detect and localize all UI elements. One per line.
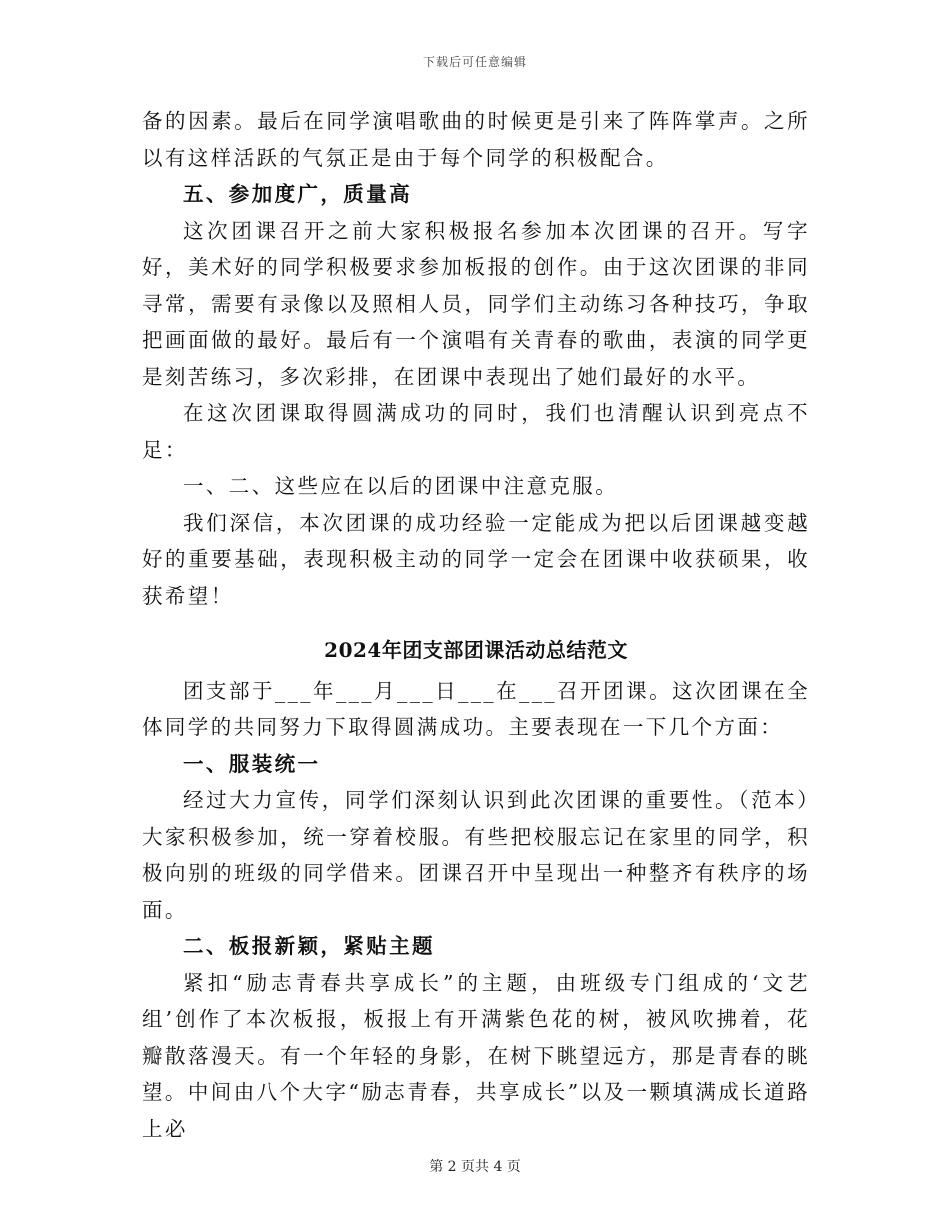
paragraph: 一、二、这些应在以后的团课中注意克服。 bbox=[183, 474, 619, 498]
document-title: 2024年团支部团课活动总结范文 bbox=[324, 638, 628, 662]
paragraph: 经过大力宣传，同学们深刻认识到此次团课的重要性。（范本）大家积极参加，统一穿着校服。有些把校服忘记在家里的同学，积极向别的班级的同学借来。团课召开中呈现出一种整齐有秩序的场面。 bbox=[142, 788, 810, 922]
paragraph: 紧扣“励志青春共享成长”的主题，由班级专门组成的‘文艺组’创作了本次板报，板报上有开满紫色花的树，被风吹拂着，花瓣散落漫天。有一个年轻的身影，在树下眺望远方，那是青春的眺望。中间由八个大字“励志青春，共享成长”以及一颗填满成长道路上必 bbox=[142, 970, 810, 1141]
page-header-note: 下载后可任意编辑 bbox=[422, 55, 527, 69]
section-heading: 一、服装统一 bbox=[183, 751, 321, 776]
paragraph: 这次团课召开之前大家积极报名参加本次团课的召开。写字好，美术好的同学积极要求参加板报的创作。由于这次团课的非同寻常，需要有录像以及照相人员，同学们主动练习各种技巧，争取把画面做的最好。最后有一个演唱有关青春的歌曲，表演的同学更是刻苦练习，多次彩排，在团课中表现出了她们最好的水平。 bbox=[142, 218, 810, 389]
paragraph: 团支部于___年___月___日___在___召开团课。这次团课在全体同学的共同努力下取得圆满成功。主要表现在一下几个方面： bbox=[142, 678, 810, 739]
paragraph: 我们深信，本次团课的成功经验一定能成为把以后团课越变越好的重要基础，表现积极主动的同学一定会在团课中收获硕果，收获希望！ bbox=[142, 510, 810, 608]
paragraph: 在这次团课取得圆满成功的同时，我们也清醒认识到亮点不足： bbox=[142, 401, 810, 462]
page-number: 第 2 页共 4 页 bbox=[429, 1159, 521, 1175]
document-body bbox=[142, 103, 810, 1147]
section-heading: 五、参加度广，质量高 bbox=[183, 182, 412, 206]
section-heading: 二、板报新颖，紧贴主题 bbox=[183, 934, 435, 958]
paragraph: 备的因素。最后在同学演唱歌曲的时候更是引来了阵阵掌声。之所以有这样活跃的气氛正是由于每个同学的积极配合。 bbox=[142, 109, 810, 170]
